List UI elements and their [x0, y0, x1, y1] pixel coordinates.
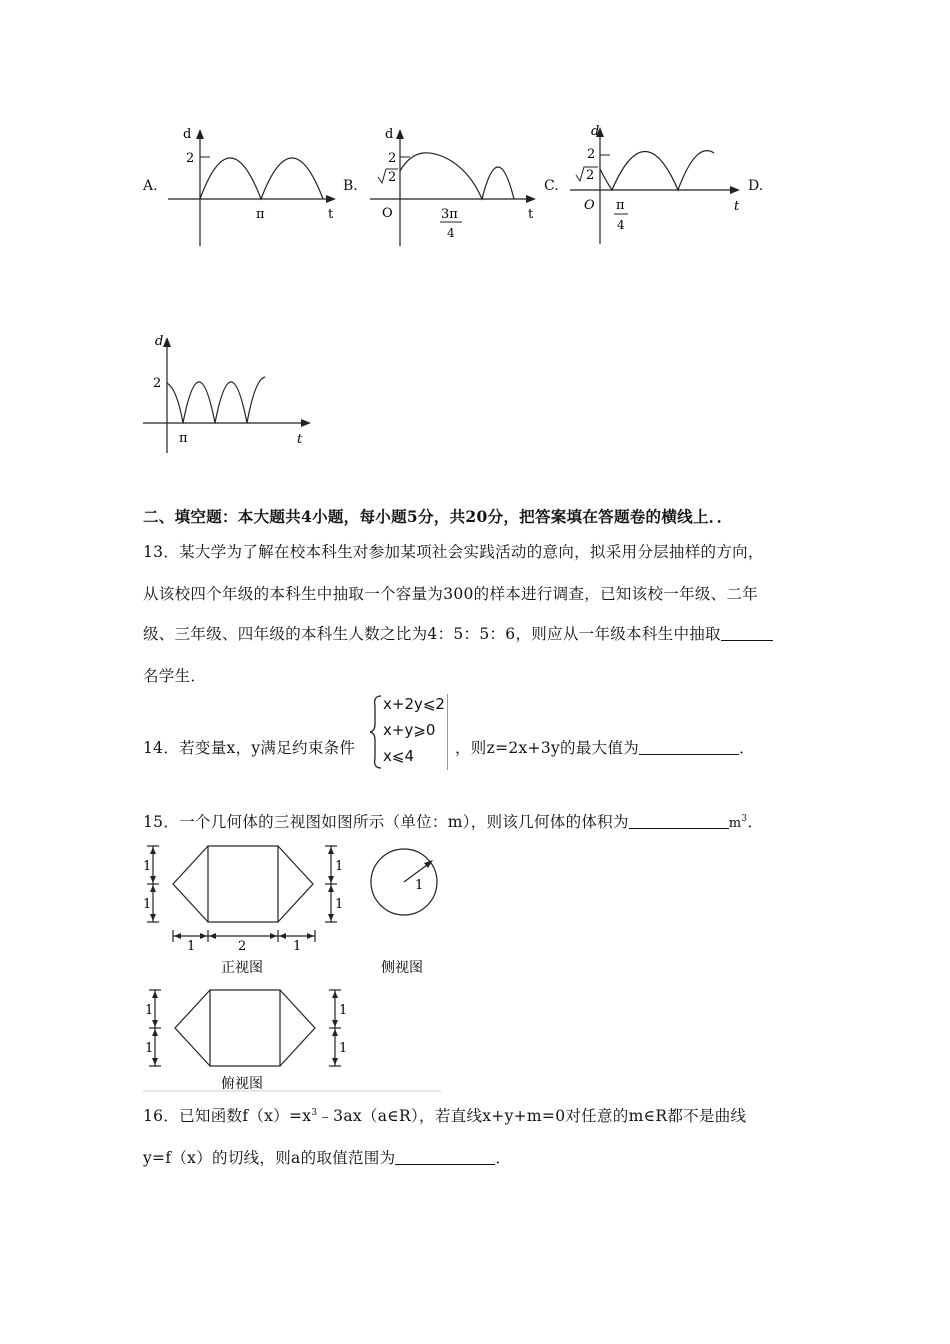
graph-b: [370, 125, 545, 251]
q13-line1: 13．某大学为了解在校本科生对参加某项社会实践活动的意向，拟采用分层抽样的方向，: [143, 543, 764, 561]
q14-constraint-3: x⩽4: [383, 747, 414, 765]
side-view-radius: 1: [415, 878, 424, 893]
q16-end: ．: [495, 1149, 512, 1167]
q14-constraint-2: x+y⩾0: [383, 721, 436, 739]
divider: [447, 694, 448, 770]
graph-a: [168, 125, 344, 251]
graph-d-axis-d: d: [155, 334, 164, 349]
q16-answer-blank[interactable]: [395, 1150, 495, 1165]
top-dim-right-bottom: 1: [339, 1041, 348, 1056]
q16-line1: [143, 1104, 746, 1126]
option-a-label: A.: [143, 178, 158, 194]
graph-b-tick-3pi: 3π: [441, 207, 458, 222]
q14-answer-blank[interactable]: [639, 740, 739, 755]
q14-constraint-system: [369, 694, 451, 770]
graph-c-axis-t: t: [734, 199, 740, 214]
graph-b-tick-4: 4: [447, 226, 455, 240]
graph-c-tick-sqrt2: 2: [586, 168, 595, 183]
front-dim-right-bottom: 1: [335, 897, 344, 912]
graph-c-tick-pi: π: [616, 198, 625, 213]
q14-suffix: ，则z=2x+3y的最大值为: [455, 739, 640, 757]
front-dim-bottom-right: 1: [293, 939, 302, 954]
top-view-label: 俯视图: [221, 1076, 263, 1092]
graph-d: [143, 331, 313, 459]
graph-a-tick-pi: π: [256, 207, 265, 222]
option-d-label: D.: [748, 178, 764, 194]
q14-prefix: 14．若变量x，y满足约束条件: [143, 739, 356, 757]
q15-unit-sup: 3: [741, 814, 748, 824]
q16-line2: [143, 1146, 511, 1168]
q15-end: ．: [747, 813, 764, 831]
graph-d-tick-pi: π: [179, 431, 188, 446]
graph-b-origin: O: [382, 206, 393, 221]
graph-b-axis-t: t: [528, 207, 534, 222]
q13-line3: [143, 622, 773, 644]
q16-line2-text: y=f（x）的切线，则a的取值范围为: [143, 1149, 396, 1167]
graph-a-tick-2: 2: [186, 151, 195, 166]
section-heading: 二、填空题：本大题共4小题，每小题5分，共20分，把答案填在答题卷的横线上．．: [143, 507, 733, 526]
q13-answer-blank[interactable]: [721, 626, 773, 641]
graph-b-tick-2: 2: [388, 151, 397, 166]
graph-c-origin: O: [584, 198, 595, 213]
graph-d-axis-t: t: [297, 432, 303, 447]
graph-a-axis-t: t: [328, 207, 334, 222]
q13-line4: 名学生．: [143, 667, 207, 685]
front-dim-bottom-left: 1: [187, 939, 196, 954]
graph-d-tick-2: 2: [153, 376, 162, 391]
front-dim-bottom-mid: 2: [238, 939, 247, 954]
three-views-figure: [143, 840, 441, 1096]
q13-line2: 从该校四个年级的本科生中抽取一个容量为300的样本进行调查，已知该校一年级、二年: [143, 585, 759, 603]
side-view-label: 侧视图: [381, 960, 423, 976]
graph-c: [570, 123, 746, 249]
q16-line1-a: 16．已知函数f（x）=x: [143, 1107, 312, 1125]
option-c-label: C.: [544, 178, 559, 194]
q15-text: 15．一个几何体的三视图如图所示（单位：m），则该几何体的体积为: [143, 813, 629, 831]
graph-b-axis-d: d: [385, 127, 394, 142]
front-dim-left-bottom: 1: [143, 897, 152, 912]
q14-suffix-line: [455, 736, 755, 758]
graph-a-axis-d: d: [183, 127, 192, 142]
graph-c-tick-2: 2: [587, 147, 596, 162]
q16-line1-sup: 3: [311, 1108, 318, 1118]
q15-answer-blank[interactable]: [629, 814, 729, 829]
q15-line: [143, 810, 763, 832]
front-dim-right-top: 1: [335, 859, 344, 874]
q16-line1-b: ﹣3ax（a∈R），若直线x+y+m=0对任意的m∈R都不是曲线: [317, 1107, 747, 1125]
front-view-label: 正视图: [221, 960, 263, 976]
q13-line3-text: 级、三年级、四年级的本科生人数之比为4：5：5：6，则应从一年级本科生中抽取: [143, 625, 721, 643]
top-dim-right-top: 1: [339, 1003, 348, 1018]
option-b-label: B.: [343, 178, 358, 194]
top-dim-left-top: 1: [145, 1003, 154, 1018]
graph-c-tick-4: 4: [617, 218, 625, 232]
graph-b-tick-sqrt2: 2: [388, 170, 397, 185]
front-dim-left-top: 1: [143, 859, 152, 874]
q15-unit: m: [728, 816, 742, 831]
q14-end: ．: [739, 739, 755, 757]
q14-constraint-1: x+2y⩽2: [383, 695, 445, 713]
left-brace-icon: [369, 694, 383, 770]
graph-c-axis-d: d: [591, 124, 600, 139]
top-dim-left-bottom: 1: [145, 1041, 154, 1056]
